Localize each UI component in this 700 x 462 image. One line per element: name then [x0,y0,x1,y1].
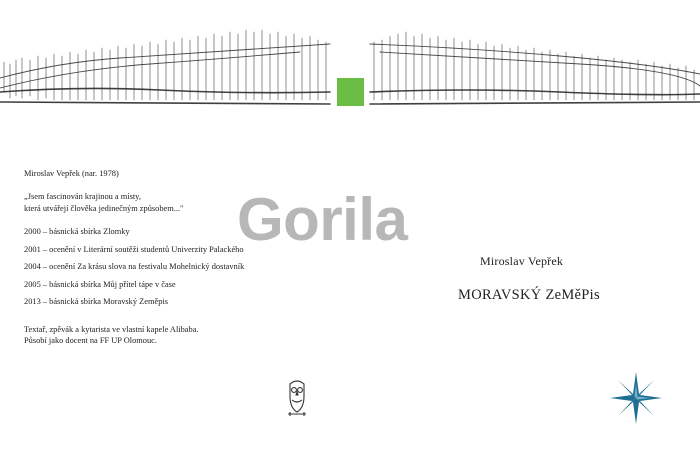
quote-line-2: která utvářejí člověka jedinečným způsobem..." [24,203,184,213]
bio-line-2: Působí jako docent na FF UP Olomouc. [24,336,157,346]
bio-line-1: Textař, zpěvák a kytarista ve vlastní kapele Alibaba. [24,324,199,334]
owl-icon [284,378,310,418]
front-title: MORAVSKÝ ZeMěPis [458,287,600,303]
publisher-label: · [626,420,628,424]
front-author: Miroslav Vepřek [480,254,564,268]
timeline-item: 2001 – ocenění v Literární soutěži studentů Univerzity Palackého [24,244,244,254]
timeline-item: 2000 – básnická sbírka Zlomky [24,227,130,237]
timeline-item: 2013 – básnická sbírka Moravský Zeměpis [24,297,168,307]
watermark: Gorila [237,186,408,253]
timeline-item: 2005 – básnická sbírka Můj přítel tápe v čase [24,279,176,289]
quote-line-1: „Jsem fascinován krajinou a místy, [24,192,141,202]
green-square [337,78,364,106]
author-line: Miroslav Vepřek (nar. 1978) [24,169,119,178]
star-icon [608,370,664,426]
timeline-item: 2004 – ocenění Za krásu slova na festivalu Mohelnický dostavník [24,262,245,272]
